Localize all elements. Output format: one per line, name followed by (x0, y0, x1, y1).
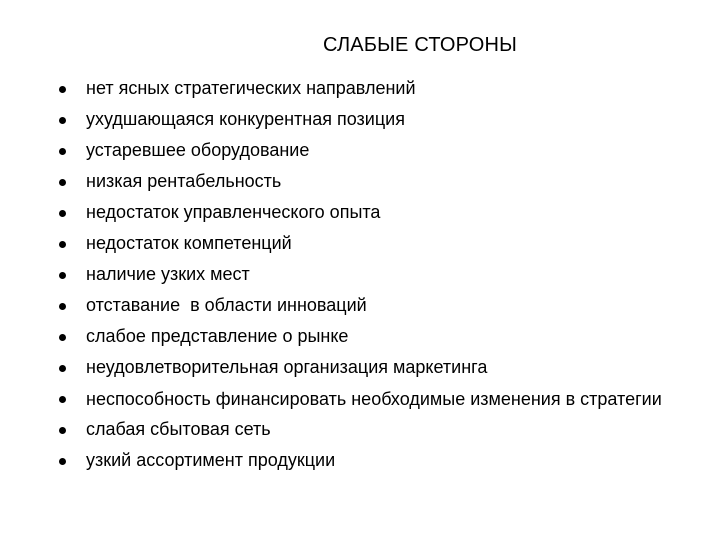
bullet-icon (59, 117, 66, 124)
list-item (56, 166, 696, 197)
list-item-text: низкая рентабельность (86, 171, 282, 191)
bullet-icon (59, 210, 66, 217)
list-item (56, 290, 696, 321)
list-item (56, 321, 696, 352)
bullet-icon (59, 148, 66, 155)
bullet-icon (59, 241, 66, 248)
slide-title: СЛАБЫЕ СТОРОНЫ (322, 34, 518, 56)
list-item-text: узкий ассортимент продукции (86, 450, 336, 470)
list-item (56, 352, 696, 383)
list-item-text: отставание в области инноваций (86, 295, 367, 315)
bullet-icon (59, 427, 66, 434)
list-item-text: слабая сбытовая сеть (86, 419, 271, 439)
bullet-list (56, 73, 696, 476)
list-item-text: слабое представление о рынке (86, 326, 349, 346)
list-item (56, 135, 696, 166)
bullet-icon (59, 303, 66, 310)
list-item (56, 414, 696, 445)
bullet-icon (59, 179, 66, 186)
list-item-text: неудовлетворительная организация маркетинга (86, 357, 488, 377)
list-item-text: недостаток управленческого опыта (86, 202, 381, 222)
list-item-text: устаревшее оборудование (86, 140, 310, 160)
bullet-icon (59, 365, 66, 372)
list-item-text: ухудшающаяся конкурентная позиция (86, 109, 405, 129)
list-item (56, 383, 696, 414)
bullet-icon (59, 458, 66, 465)
list-item-text: нет ясных стратегических направлений (86, 78, 416, 98)
list-item (56, 73, 696, 104)
list-item-text: недостаток компетенций (86, 233, 292, 253)
bullet-icon (59, 272, 66, 279)
bullet-icon (59, 396, 66, 403)
list-item (56, 197, 696, 228)
list-item (56, 228, 696, 259)
list-item (56, 259, 696, 290)
bullet-icon (59, 334, 66, 341)
bullet-icon (59, 86, 66, 93)
list-item-text: наличие узких мест (86, 264, 250, 284)
list-item (56, 104, 696, 135)
list-item (56, 445, 696, 476)
list-item-text: неспособность финансировать необходимые изменения в стратегии (86, 389, 662, 409)
